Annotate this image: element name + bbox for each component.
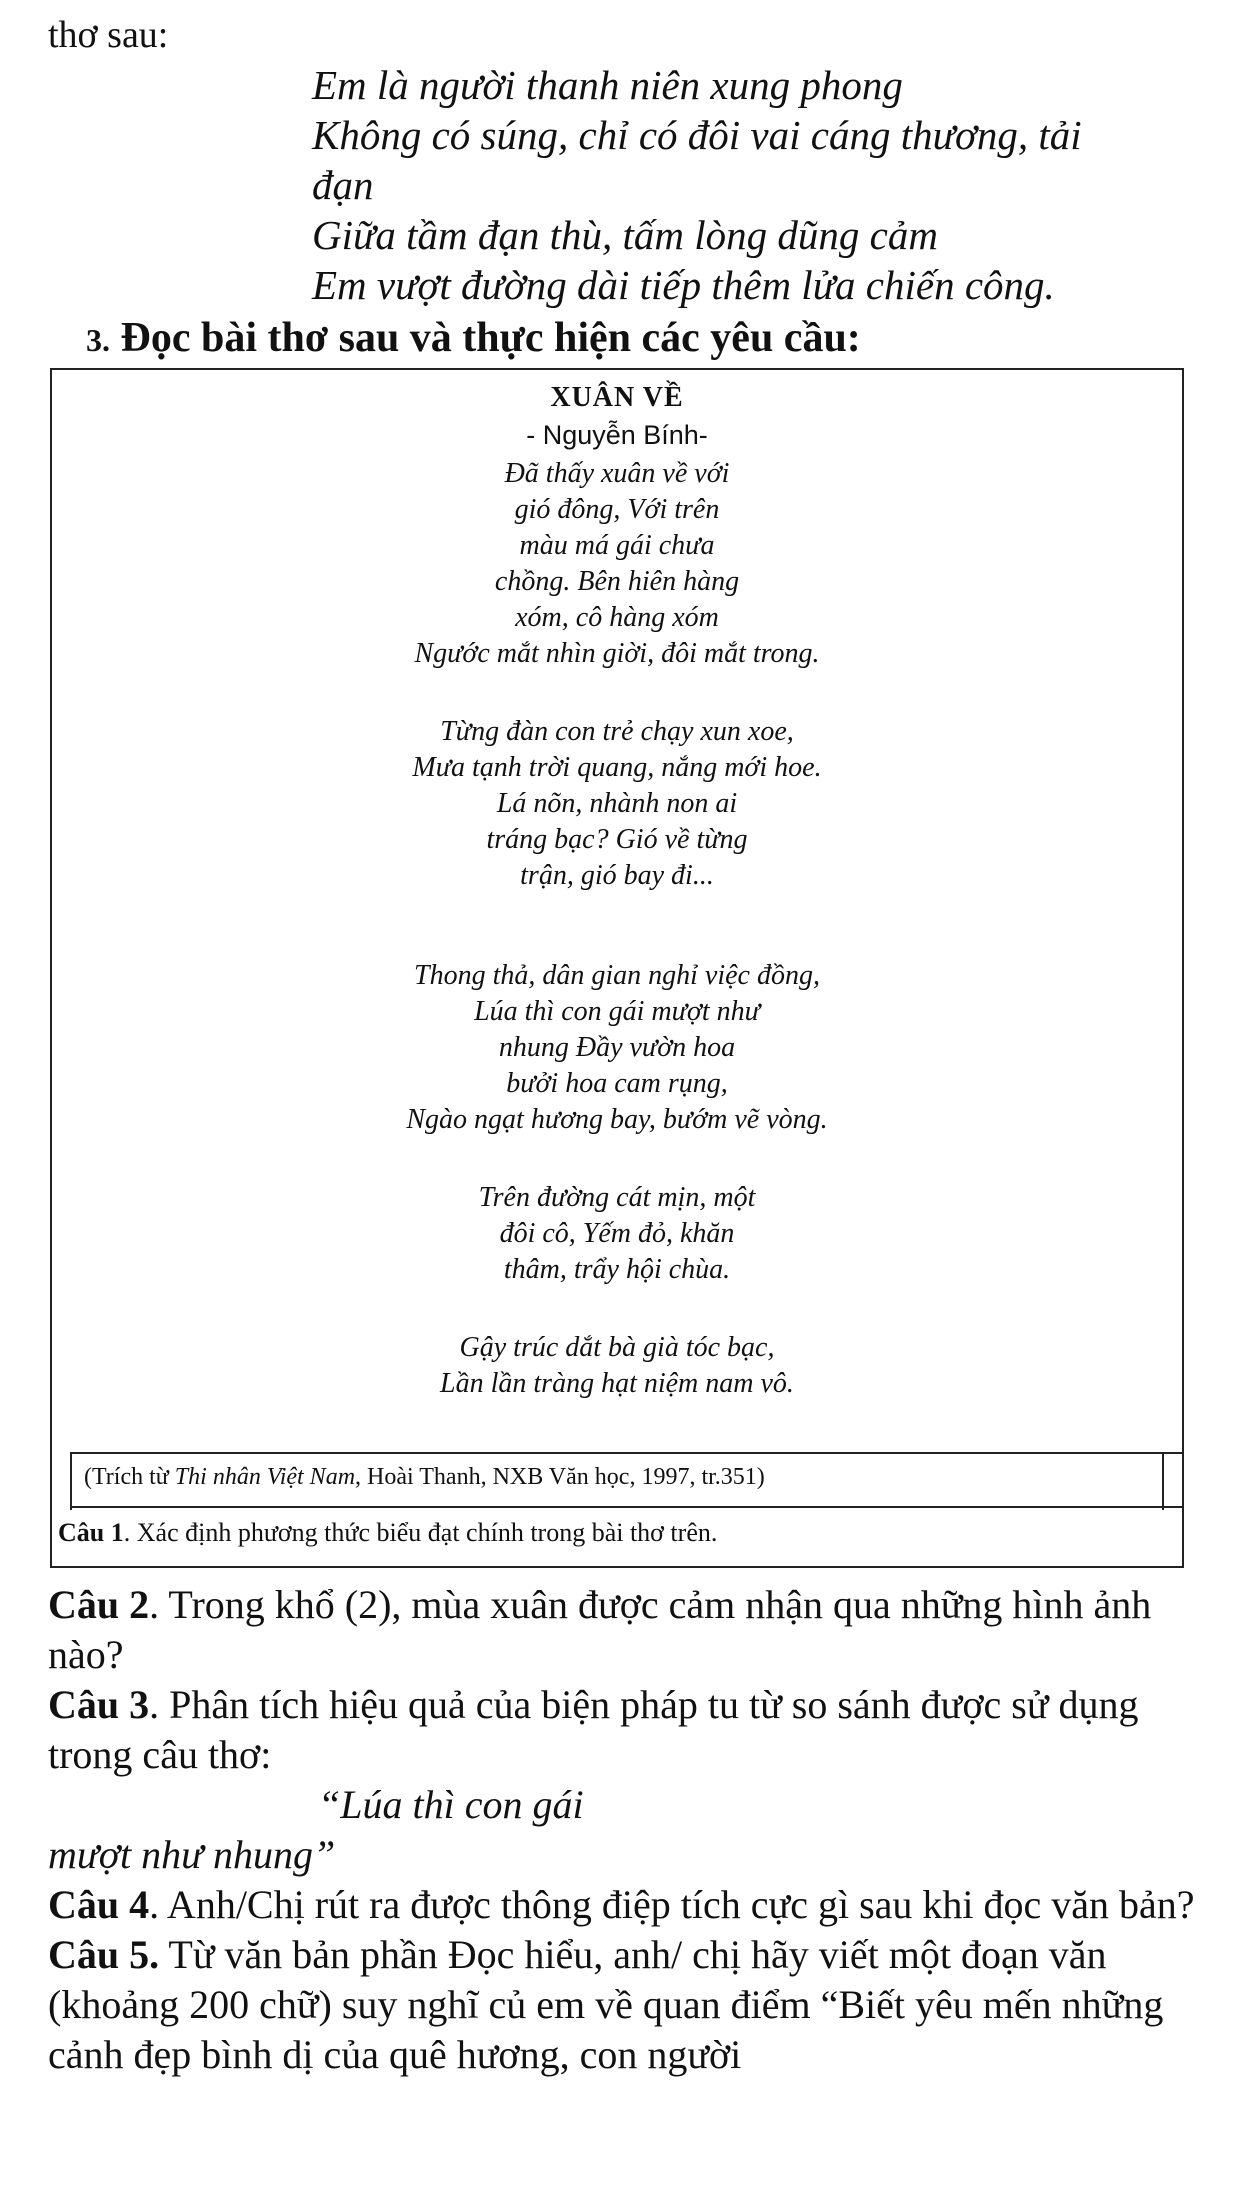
quote-line: “Lúa thì con gái — [318, 1782, 584, 1827]
question-2 — [48, 1580, 1218, 1680]
section-heading — [86, 314, 861, 362]
section-title: Đọc bài thơ sau và thực hiện các yêu cầu: — [120, 315, 861, 361]
question-3 — [48, 1680, 1218, 1780]
poem-line: Trên đường cát mịn, một — [478, 1182, 756, 1213]
poem-author: - Nguyễn Bính- — [526, 420, 708, 450]
poem-line: Ngước mắt nhìn giời, đôi mắt trong. — [414, 638, 820, 669]
poem-line: trận, gió bay đi... — [520, 860, 714, 891]
section-number: 3. — [86, 322, 110, 358]
poem-line: màu má gái chưa — [519, 530, 715, 561]
question-label: Câu 4 — [48, 1882, 150, 1927]
poem-line: Từng đàn con trẻ chạy xun xoe, — [440, 716, 794, 747]
poem-line: chồng. Bên hiên hàng — [494, 566, 740, 597]
poem-line: Lần lần tràng hạt niệm nam vô. — [440, 1368, 794, 1399]
question-1 — [58, 1518, 717, 1548]
table-divider — [1162, 1454, 1164, 1510]
question-text: . Phân tích hiệu quả của biện pháp tu từ so sánh được sử dụng trong câu thơ: — [48, 1682, 1139, 1777]
source-book-title: Thi nhân Việt Nam — [174, 1464, 356, 1490]
poem-body — [52, 456, 1182, 1402]
question-4 — [48, 1880, 1218, 1930]
verse-line: đạn — [312, 162, 374, 208]
poem-line: bưởi hoa cam rụng, — [506, 1068, 728, 1099]
question-text: . Trong khổ (2), mùa xuân được cảm nhận qua những hình ảnh nào? — [48, 1582, 1152, 1677]
poem-line: nhung Đầy vườn hoa — [498, 1032, 736, 1063]
table-divider — [70, 1454, 72, 1510]
source-citation-row — [70, 1452, 1182, 1508]
poem-line: Ngào ngạt hương bay, bướm vẽ vòng. — [406, 1104, 828, 1135]
poem-line: thâm, trẩy hội chùa. — [503, 1254, 731, 1285]
intro-text: thơ sau: — [48, 14, 169, 56]
poem-line: Thong thả, dân gian nghỉ việc đồng, — [414, 960, 820, 991]
poem-line: đôi cô, Yếm đỏ, khăn — [499, 1218, 735, 1249]
verse-line: Không có súng, chỉ có đôi vai cáng thương, tải — [312, 112, 1082, 158]
questions — [48, 1580, 1218, 2080]
verse-line: Em vượt đường dài tiếp thêm lửa chiến công. — [312, 262, 1055, 308]
poem-title: XUÂN VỀ — [550, 382, 684, 413]
poem-line: Mưa tạnh trời quang, nắng mới hoe. — [412, 752, 822, 783]
question-text: Từ văn bản phần Đọc hiểu, anh/ chị hãy viết một đoạn văn (khoảng 200 chữ) suy nghĩ củ em về quan điểm “Biết yêu mến những cảnh đẹp bình dị của quê hương, con người — [48, 1932, 1164, 2077]
poem-box — [50, 368, 1184, 1568]
question-label: Câu 3 — [48, 1682, 150, 1727]
poem-line: Gậy trúc dắt bà già tóc bạc, — [459, 1332, 775, 1363]
quote-line: mượt như nhung” — [48, 1832, 336, 1877]
question-5 — [48, 1930, 1218, 2080]
poem-line: Đã thấy xuân về với — [504, 458, 730, 489]
verse-excerpt — [312, 60, 1192, 310]
source-prefix: (Trích từ — [84, 1464, 175, 1490]
question-text: . Xác định phương thức biểu đạt chính trong bài thơ trên. — [123, 1518, 718, 1547]
source-citation — [84, 1464, 765, 1491]
poem-line: gió đông, Với trên — [514, 494, 720, 525]
poem-line: Lúa thì con gái mượt như — [474, 996, 760, 1027]
poem-line: Lá nõn, nhành non ai — [496, 788, 738, 819]
question-label: Câu 1 — [58, 1518, 124, 1547]
poem-line: xóm, cô hàng xóm — [515, 602, 719, 633]
question-label: Câu 2 — [48, 1582, 150, 1627]
source-suffix: , Hoài Thanh, NXB Văn học, 1997, tr.351) — [355, 1464, 765, 1490]
question-text: . Anh/Chị rút ra được thông điệp tích cực gì sau khi đọc văn bản? — [149, 1882, 1195, 1927]
question-label: Câu 5. — [48, 1932, 160, 1977]
verse-line: Em là người thanh niên xung phong — [312, 62, 903, 108]
verse-line: Giữa tầm đạn thù, tấm lòng dũng cảm — [312, 212, 938, 258]
poem-line: tráng bạc? Gió về từng — [486, 824, 748, 855]
